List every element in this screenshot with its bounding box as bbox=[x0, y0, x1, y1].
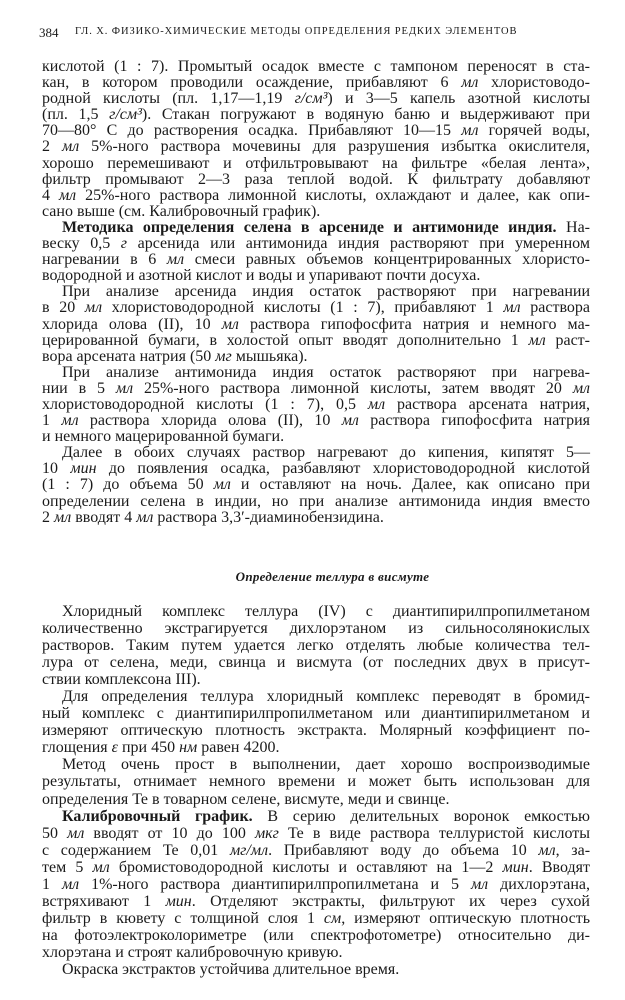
paragraph bbox=[42, 603, 590, 688]
running-header bbox=[39, 25, 559, 41]
text-run: фильтр в кювету с толщиной слоя 1 bbox=[42, 909, 324, 927]
italic-unit: мл bbox=[54, 508, 72, 526]
text-run: 25%-ного раствора лимонной кислоты, затем вводят 20 bbox=[133, 379, 573, 397]
italic-unit: мин bbox=[70, 460, 97, 478]
text-run: хлористоводо- bbox=[478, 74, 590, 92]
text-run: (пл. 1,5 bbox=[42, 106, 110, 124]
italic-unit: мл bbox=[92, 858, 110, 876]
italic-unit: мл bbox=[136, 508, 154, 526]
text-run: При анализе арсенида индия остаток растворяют при нагревании bbox=[62, 283, 590, 301]
italic-unit: мл bbox=[61, 412, 79, 430]
text-run: раствора 3,3′-диаминобензидина. bbox=[153, 508, 384, 526]
text-line bbox=[42, 156, 590, 172]
text-run: 10 bbox=[42, 460, 71, 478]
italic-unit: нм bbox=[179, 739, 198, 757]
paragraph bbox=[42, 59, 590, 220]
text-run: вводят 4 bbox=[71, 508, 137, 526]
text-run: ). Стакан погружают в водяную баню и выдерживают при bbox=[141, 106, 591, 124]
italic-unit: мл bbox=[528, 331, 546, 349]
text-run: фильтр промывают 2—3 раза теплой водой. К фильтрату добавляют bbox=[42, 170, 590, 188]
italic-unit: мг bbox=[215, 347, 232, 365]
text-line bbox=[42, 739, 590, 756]
text-run: количественно экстрагируется дихлорэтаном из сильносолянокислых bbox=[42, 620, 590, 638]
italic-unit: мл bbox=[461, 74, 479, 92]
text-line bbox=[42, 461, 590, 477]
italic-unit: мл bbox=[341, 412, 359, 430]
text-run: Для определения теллура хлоридный комплекс переводят в бромид- bbox=[62, 688, 590, 706]
paragraph bbox=[42, 445, 590, 525]
text-line bbox=[42, 236, 590, 252]
text-run: хлористоводородной кислоты (1 : 7), прибавляют 1 bbox=[102, 299, 504, 317]
text-run: хлорэтана и строят калибровочную кривую. bbox=[42, 943, 343, 961]
text-run: результаты, отнимает немного времени и может быть использован для bbox=[42, 773, 590, 791]
text-run: встряхивают 1 bbox=[42, 892, 166, 910]
text-run: . Прибавляют воду до объема 10 bbox=[268, 841, 539, 859]
text-run: Хлоридный комплекс теллура (IV) с диантипирилпропилметаном bbox=[62, 603, 590, 620]
text-run: хлорида олова (II), 10 bbox=[42, 315, 222, 333]
text-line bbox=[42, 722, 590, 739]
text-line bbox=[42, 188, 590, 204]
italic-unit: мл bbox=[538, 841, 556, 859]
text-line bbox=[42, 349, 590, 365]
text-run: в 20 bbox=[42, 299, 85, 317]
text-run: хорошо перемешивают и отфильтровывают на фильтре «белая лента», bbox=[42, 154, 590, 172]
italic-unit: мг/мл bbox=[229, 841, 269, 859]
text-run: тем 5 bbox=[42, 858, 93, 876]
text-run: ный комплекс с диантипирилпропилметаном или диантипирилметаном и bbox=[42, 705, 590, 723]
text-run: бромистоводородной кислоты и оставляют на 1—2 bbox=[109, 858, 503, 876]
text-line bbox=[42, 688, 590, 705]
text-run: 1 bbox=[42, 875, 62, 893]
italic-unit: мл bbox=[213, 476, 231, 494]
text-run: и немного мацерированной бумаги. bbox=[42, 428, 285, 446]
italic-unit: мл bbox=[367, 395, 386, 413]
text-run: и оставляют на ночь. Далее, как описано при bbox=[230, 476, 590, 494]
text-line bbox=[42, 893, 590, 910]
italic-unit: мл bbox=[67, 824, 85, 842]
text-run: раствора гипофосфита натрия и немного ма- bbox=[238, 315, 591, 333]
text-line bbox=[42, 252, 590, 268]
text-run: , измеряют оптическую плотность bbox=[341, 909, 591, 927]
text-run: 1%-ного раствора диантипирилпропилметана и 5 bbox=[79, 875, 471, 893]
text-run: водородной и азотной кислот и воды и упаривают почти досуха. bbox=[42, 267, 481, 285]
text-run: . Вводят bbox=[528, 858, 590, 876]
paragraph bbox=[42, 220, 590, 284]
text-run: родной кислоты (пл. 1,17—1,19 bbox=[42, 90, 295, 108]
italic-unit: мл bbox=[461, 122, 479, 140]
text-line bbox=[42, 961, 590, 978]
running-title: ГЛ. X. ФИЗИКО-ХИМИЧЕСКИЕ МЕТОДЫ ОПРЕДЕЛЕНИЯ РЕДКИХ ЭЛЕМЕНТОВ bbox=[75, 26, 518, 37]
italic-unit: см bbox=[323, 909, 342, 927]
text-run: ) и 3—5 капель азотной кислоты bbox=[327, 90, 590, 108]
text-run: церированной бумаги, в холостой опыт вводят дополнительно 1 bbox=[42, 331, 529, 349]
text-run: определении селена в индии, но при анализе антимонида индия вместо bbox=[42, 492, 590, 510]
text-line bbox=[42, 123, 590, 139]
paragraph bbox=[42, 365, 590, 445]
text-line bbox=[42, 637, 590, 654]
text-run: арсенида или антимонида индия растворяют при умеренном bbox=[127, 235, 590, 253]
text-line bbox=[42, 494, 590, 510]
text-run: ствии комплексона III). bbox=[42, 671, 201, 689]
text-line bbox=[42, 808, 590, 825]
text-run: нии в 5 bbox=[42, 379, 116, 397]
bold-run-in-heading: Методика определения селена в арсениде и антимониде индия. bbox=[62, 218, 557, 236]
italic-unit: мл bbox=[62, 138, 80, 156]
text-line bbox=[42, 413, 590, 429]
text-line bbox=[42, 671, 590, 688]
italic-unit: мин bbox=[502, 858, 529, 876]
paragraph bbox=[42, 808, 590, 961]
text-line bbox=[42, 859, 590, 876]
text-run: раствора хлорида олова (II), 10 bbox=[78, 412, 342, 430]
text-run: нагревании в 6 bbox=[42, 251, 167, 269]
text-line bbox=[42, 842, 590, 859]
text-run: 70—80° С до растворения осадка. Прибавляют 10—15 bbox=[42, 122, 462, 140]
text-line bbox=[42, 107, 590, 123]
text-line bbox=[42, 429, 590, 445]
text-run: веску 0,5 bbox=[42, 235, 121, 253]
paragraph bbox=[42, 284, 590, 364]
text-line bbox=[42, 59, 590, 75]
italic-unit: мл bbox=[503, 299, 521, 317]
text-line bbox=[42, 300, 590, 316]
text-line bbox=[42, 603, 590, 620]
text-run: вводят от 10 до 100 bbox=[84, 824, 255, 842]
text-run: . Отделяют экстракты, фильтруют их через сухой bbox=[191, 892, 590, 910]
paragraph bbox=[42, 756, 590, 807]
text-line bbox=[42, 910, 590, 927]
text-run: 5%-ного раствора мочевины для разрушения избытка окислителя, bbox=[79, 138, 590, 156]
text-run: раст- bbox=[545, 331, 590, 349]
text-run: 1 bbox=[42, 412, 62, 430]
text-line bbox=[42, 477, 590, 493]
text-run: глощения bbox=[42, 739, 112, 757]
text-run: 25%-ного раствора лимонной кислоты, охлаждают и далее, как опи- bbox=[76, 186, 590, 204]
text-run: мышьяка). bbox=[231, 347, 308, 365]
text-line bbox=[42, 397, 590, 413]
text-run: (1 : 7) до объема 50 bbox=[42, 476, 214, 494]
text-run: Метод очень прост в выполнении, дает хорошо воспроизводимые bbox=[62, 756, 590, 774]
text-run: сано выше (см. Калибровочный график). bbox=[42, 202, 321, 220]
text-line bbox=[42, 620, 590, 637]
text-run: раствора гипофосфита натрия bbox=[358, 412, 591, 430]
text-run: кан, в котором проводили осаждение, прибавляют 6 bbox=[42, 74, 462, 92]
text-run: растворов. Таким путем удается легко отделять любые количества тел- bbox=[42, 637, 590, 655]
text-line bbox=[42, 510, 590, 526]
text-line bbox=[42, 825, 590, 842]
text-run: вора арсената натрия (50 bbox=[42, 347, 216, 365]
italic-unit: мл bbox=[115, 379, 134, 397]
text-line bbox=[42, 75, 590, 91]
page-number: 384 bbox=[39, 25, 59, 40]
text-run: 50 bbox=[42, 824, 68, 842]
text-run: смеси равных объемов концентрированных хлористо- bbox=[184, 251, 591, 269]
text-line bbox=[42, 365, 590, 381]
paragraph bbox=[42, 688, 590, 756]
italic-unit: мл bbox=[61, 875, 80, 893]
text-line bbox=[42, 927, 590, 944]
italic-unit: г bbox=[120, 235, 128, 253]
text-run: На- bbox=[556, 218, 591, 236]
text-run: дихлорэтана, bbox=[488, 875, 591, 893]
text-line bbox=[42, 220, 590, 236]
text-run: 2 bbox=[42, 508, 54, 526]
text-run: , за- bbox=[555, 841, 591, 859]
body-text-top bbox=[42, 59, 590, 526]
text-run: при 450 bbox=[117, 739, 180, 757]
text-line bbox=[42, 139, 590, 155]
italic-unit: мин bbox=[165, 892, 192, 910]
text-line bbox=[42, 876, 590, 893]
text-line bbox=[42, 445, 590, 461]
text-run: равен 4200. bbox=[197, 739, 280, 757]
text-run: Te в виде раствора теллуристой кислоты bbox=[278, 824, 591, 842]
text-run: измеряют оптическую плотность экстракта. Молярный коэффициент по- bbox=[42, 722, 590, 740]
text-run: Окраска экстрактов устойчива длительное время. bbox=[62, 960, 400, 978]
text-run: с содержанием Te 0,01 bbox=[42, 841, 230, 859]
italic-unit: мл bbox=[84, 299, 103, 317]
text-run: Далее в обоих случаях раствор нагревают до кипения, кипятят 5— bbox=[62, 444, 590, 462]
text-line bbox=[42, 268, 590, 284]
italic-unit: ε bbox=[111, 739, 118, 757]
text-run: 2 bbox=[42, 138, 62, 156]
section-heading: Определение теллура в висмуте bbox=[235, 569, 430, 584]
text-run: на фотоэлектроколориметре (или спектрофотометре) относительно ди- bbox=[42, 926, 590, 944]
text-run: лура от селена, меди, свинца и висмута (от последних двух в присут- bbox=[42, 654, 590, 672]
italic-unit: мл bbox=[470, 875, 489, 893]
text-line bbox=[42, 172, 590, 188]
text-run: 4 bbox=[42, 186, 59, 204]
text-run: горячей воды, bbox=[478, 122, 591, 140]
text-line bbox=[42, 204, 590, 220]
text-line bbox=[42, 654, 590, 671]
text-line bbox=[42, 381, 590, 397]
text-line bbox=[42, 317, 590, 333]
italic-unit: мл bbox=[58, 186, 77, 204]
text-run: раствора bbox=[520, 299, 590, 317]
text-line bbox=[42, 773, 590, 790]
text-run: кислотой (1 : 7). Промытый осадок вместе с тампоном переносят в ста- bbox=[42, 58, 590, 75]
text-line bbox=[42, 756, 590, 773]
italic-unit: г/см³ bbox=[294, 90, 328, 108]
text-line bbox=[42, 333, 590, 349]
italic-unit: мл bbox=[221, 315, 239, 333]
text-run: При анализе антимонида индия остаток растворяют при нагрева- bbox=[62, 363, 590, 381]
text-run: определения Te в товарном селене, висмуте, меди и свинце. bbox=[42, 790, 450, 808]
text-line bbox=[42, 944, 590, 961]
text-run: хлористоводородной кислоты (1 : 7), 0,5 bbox=[42, 395, 368, 413]
italic-unit: г/см³ bbox=[109, 106, 142, 124]
text-run: до появления осадка, разбавляют хлористоводородной кислотой bbox=[96, 460, 590, 478]
text-run: раствора арсената натрия, bbox=[385, 395, 591, 413]
text-line bbox=[42, 91, 590, 107]
text-line bbox=[42, 791, 590, 808]
text-line bbox=[42, 284, 590, 300]
bold-run-in-heading: Калибровочный график. bbox=[62, 807, 253, 825]
italic-unit: мл bbox=[166, 251, 185, 269]
text-run: В серию делительных воронок емкостью bbox=[252, 807, 591, 825]
italic-unit: мкг bbox=[254, 824, 279, 842]
italic-unit: мл bbox=[572, 379, 590, 397]
text-line bbox=[42, 705, 590, 722]
body-text-bottom bbox=[42, 603, 590, 978]
paragraph bbox=[42, 961, 590, 978]
